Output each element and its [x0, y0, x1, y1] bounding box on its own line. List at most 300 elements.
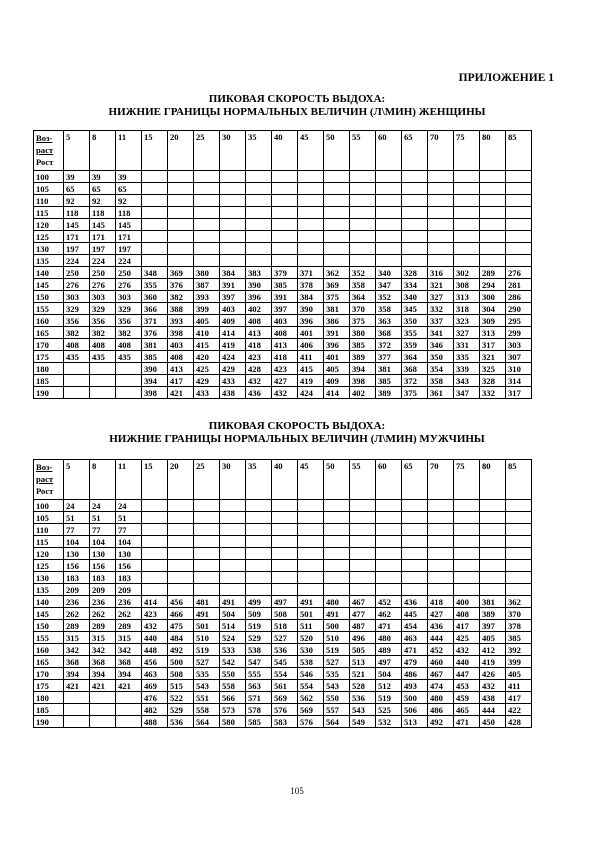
- value-cell: 467: [350, 596, 376, 608]
- value-cell: 382: [116, 327, 142, 339]
- value-cell: 511: [298, 620, 324, 632]
- value-cell: [272, 255, 298, 267]
- value-cell: 370: [350, 303, 376, 315]
- value-cell: 328: [402, 267, 428, 279]
- value-cell: [428, 243, 454, 255]
- value-cell: [454, 171, 480, 183]
- height-cell: 135: [34, 255, 64, 267]
- value-cell: [142, 512, 168, 524]
- value-cell: [298, 195, 324, 207]
- value-cell: [194, 500, 220, 512]
- height-cell: 140: [34, 596, 64, 608]
- value-cell: 474: [428, 680, 454, 692]
- value-cell: 509: [246, 608, 272, 620]
- value-cell: [506, 243, 532, 255]
- value-cell: 118: [64, 207, 90, 219]
- age-header-cell: 15: [142, 460, 168, 500]
- height-cell: 165: [34, 327, 64, 339]
- page-number: 105: [290, 786, 304, 796]
- value-cell: [480, 524, 506, 536]
- age-header-cell: 8: [90, 460, 116, 500]
- value-cell: [506, 512, 532, 524]
- value-cell: 381: [324, 303, 350, 315]
- value-cell: 183: [64, 572, 90, 584]
- value-cell: 436: [428, 620, 454, 632]
- value-cell: 456: [142, 656, 168, 668]
- value-cell: 563: [246, 680, 272, 692]
- value-cell: [272, 560, 298, 572]
- value-cell: 555: [246, 668, 272, 680]
- table-row: [34, 584, 532, 596]
- value-cell: 393: [194, 291, 220, 303]
- value-cell: [246, 255, 272, 267]
- value-cell: 487: [350, 620, 376, 632]
- value-cell: [506, 207, 532, 219]
- value-cell: 328: [480, 375, 506, 387]
- value-cell: 388: [168, 303, 194, 315]
- men-peak-flow-table: [33, 459, 532, 728]
- value-cell: 405: [506, 668, 532, 680]
- value-cell: [220, 560, 246, 572]
- value-cell: 358: [350, 279, 376, 291]
- value-cell: 469: [142, 680, 168, 692]
- value-cell: 414: [220, 327, 246, 339]
- height-cell: 175: [34, 351, 64, 363]
- value-cell: [480, 219, 506, 231]
- value-cell: 419: [298, 375, 324, 387]
- value-cell: [298, 171, 324, 183]
- value-cell: [168, 524, 194, 536]
- age-header-cell: 25: [194, 460, 220, 500]
- value-cell: 303: [506, 339, 532, 351]
- value-cell: 224: [90, 255, 116, 267]
- value-cell: [194, 171, 220, 183]
- value-cell: 515: [168, 680, 194, 692]
- value-cell: [272, 231, 298, 243]
- value-cell: 413: [272, 339, 298, 351]
- value-cell: [376, 512, 402, 524]
- value-cell: 530: [298, 644, 324, 656]
- value-cell: 390: [298, 303, 324, 315]
- value-cell: [428, 584, 454, 596]
- value-cell: [402, 560, 428, 572]
- value-cell: 435: [116, 351, 142, 363]
- height-cell: 110: [34, 195, 64, 207]
- value-cell: 236: [90, 596, 116, 608]
- value-cell: [220, 243, 246, 255]
- value-cell: 378: [298, 279, 324, 291]
- value-cell: [402, 243, 428, 255]
- value-cell: [116, 363, 142, 375]
- appendix-label: ПРИЛОЖЕНИЕ 1: [458, 72, 554, 84]
- value-cell: [350, 171, 376, 183]
- value-cell: [350, 243, 376, 255]
- value-cell: 521: [350, 668, 376, 680]
- value-cell: 250: [116, 267, 142, 279]
- value-cell: 571: [246, 692, 272, 704]
- value-cell: 462: [376, 608, 402, 620]
- value-cell: [376, 548, 402, 560]
- value-cell: [428, 255, 454, 267]
- value-cell: 424: [298, 387, 324, 399]
- value-cell: 444: [428, 632, 454, 644]
- table-row: [34, 692, 532, 704]
- value-cell: 368: [116, 656, 142, 668]
- value-cell: 417: [454, 620, 480, 632]
- value-cell: [324, 255, 350, 267]
- value-cell: 566: [220, 692, 246, 704]
- value-cell: 421: [168, 387, 194, 399]
- value-cell: 316: [428, 267, 454, 279]
- value-cell: 513: [402, 716, 428, 728]
- value-cell: [480, 207, 506, 219]
- value-cell: 391: [272, 291, 298, 303]
- value-cell: 533: [220, 644, 246, 656]
- value-cell: 337: [428, 315, 454, 327]
- value-cell: [480, 183, 506, 195]
- value-cell: [194, 524, 220, 536]
- value-cell: 276: [64, 279, 90, 291]
- value-cell: [168, 536, 194, 548]
- value-cell: [454, 512, 480, 524]
- value-cell: 295: [506, 315, 532, 327]
- value-cell: 420: [194, 351, 220, 363]
- value-cell: 493: [402, 680, 428, 692]
- value-cell: 546: [298, 668, 324, 680]
- value-cell: 356: [116, 315, 142, 327]
- value-cell: [350, 512, 376, 524]
- value-cell: 389: [350, 351, 376, 363]
- value-cell: 354: [428, 363, 454, 375]
- value-cell: [428, 171, 454, 183]
- value-cell: [246, 219, 272, 231]
- value-cell: [350, 183, 376, 195]
- value-cell: 171: [116, 231, 142, 243]
- value-cell: 547: [246, 656, 272, 668]
- age-header-cell: 5: [64, 131, 90, 171]
- value-cell: 39: [64, 171, 90, 183]
- value-cell: 385: [272, 279, 298, 291]
- value-cell: [220, 548, 246, 560]
- value-cell: 499: [246, 596, 272, 608]
- value-cell: 360: [142, 291, 168, 303]
- height-cell: 140: [34, 267, 64, 279]
- value-cell: [480, 536, 506, 548]
- value-cell: 92: [90, 195, 116, 207]
- value-cell: 379: [272, 267, 298, 279]
- value-cell: 118: [90, 207, 116, 219]
- value-cell: 549: [350, 716, 376, 728]
- value-cell: [480, 243, 506, 255]
- value-cell: [272, 572, 298, 584]
- value-cell: [506, 560, 532, 572]
- value-cell: [194, 231, 220, 243]
- value-cell: 375: [324, 291, 350, 303]
- value-cell: 394: [350, 363, 376, 375]
- table-row: [34, 183, 532, 195]
- age-header-cell: 20: [168, 131, 194, 171]
- value-cell: 347: [376, 279, 402, 291]
- value-cell: 423: [272, 363, 298, 375]
- value-cell: 24: [116, 500, 142, 512]
- value-cell: 481: [194, 596, 220, 608]
- value-cell: [402, 195, 428, 207]
- corner-cell: [34, 131, 64, 171]
- value-cell: 350: [402, 315, 428, 327]
- value-cell: [168, 231, 194, 243]
- value-cell: [324, 584, 350, 596]
- value-cell: [194, 536, 220, 548]
- value-cell: 368: [402, 363, 428, 375]
- value-cell: [298, 207, 324, 219]
- value-cell: [194, 512, 220, 524]
- age-header-cell: 35: [246, 460, 272, 500]
- value-cell: [376, 171, 402, 183]
- value-cell: 39: [116, 171, 142, 183]
- value-cell: 209: [90, 584, 116, 596]
- value-cell: 409: [324, 375, 350, 387]
- value-cell: [506, 255, 532, 267]
- value-cell: 438: [480, 692, 506, 704]
- value-cell: 414: [324, 387, 350, 399]
- value-cell: 536: [168, 716, 194, 728]
- value-cell: [246, 207, 272, 219]
- corner-label: раст: [36, 474, 54, 484]
- value-cell: 524: [220, 632, 246, 644]
- value-cell: 426: [480, 668, 506, 680]
- value-cell: 573: [220, 704, 246, 716]
- value-cell: 479: [402, 656, 428, 668]
- value-cell: 51: [116, 512, 142, 524]
- table-row: [34, 231, 532, 243]
- value-cell: 289: [90, 620, 116, 632]
- value-cell: 425: [454, 632, 480, 644]
- table-row: [34, 620, 532, 632]
- value-cell: [402, 183, 428, 195]
- value-cell: 417: [168, 375, 194, 387]
- value-cell: [90, 704, 116, 716]
- corner-label: Рост: [36, 486, 54, 496]
- value-cell: 401: [324, 351, 350, 363]
- value-cell: 527: [272, 632, 298, 644]
- value-cell: [506, 584, 532, 596]
- value-cell: 77: [116, 524, 142, 536]
- age-header-cell: 55: [350, 460, 376, 500]
- value-cell: 156: [64, 560, 90, 572]
- value-cell: 396: [324, 339, 350, 351]
- value-cell: [324, 171, 350, 183]
- value-cell: [272, 243, 298, 255]
- value-cell: [402, 512, 428, 524]
- age-header-cell: 40: [272, 131, 298, 171]
- value-cell: 489: [376, 644, 402, 656]
- value-cell: 387: [194, 279, 220, 291]
- value-cell: [428, 195, 454, 207]
- value-cell: [64, 692, 90, 704]
- value-cell: 314: [506, 375, 532, 387]
- age-header-cell: 80: [480, 131, 506, 171]
- age-header-cell: 65: [402, 131, 428, 171]
- value-cell: 331: [454, 339, 480, 351]
- value-cell: [168, 255, 194, 267]
- value-cell: 529: [168, 704, 194, 716]
- value-cell: 519: [246, 620, 272, 632]
- value-cell: 414: [142, 596, 168, 608]
- value-cell: 408: [64, 339, 90, 351]
- value-cell: [220, 524, 246, 536]
- value-cell: [298, 548, 324, 560]
- value-cell: [116, 375, 142, 387]
- value-cell: 491: [324, 608, 350, 620]
- value-cell: [168, 243, 194, 255]
- value-cell: [402, 524, 428, 536]
- value-cell: [506, 548, 532, 560]
- value-cell: [168, 560, 194, 572]
- value-cell: 327: [454, 327, 480, 339]
- value-cell: 118: [116, 207, 142, 219]
- value-cell: 197: [64, 243, 90, 255]
- value-cell: [454, 207, 480, 219]
- height-cell: 130: [34, 572, 64, 584]
- value-cell: 307: [506, 351, 532, 363]
- value-cell: 535: [194, 668, 220, 680]
- value-cell: 368: [90, 656, 116, 668]
- value-cell: [194, 183, 220, 195]
- value-cell: 382: [90, 327, 116, 339]
- value-cell: 356: [64, 315, 90, 327]
- age-header-cell: 8: [90, 131, 116, 171]
- value-cell: 424: [220, 351, 246, 363]
- value-cell: 183: [90, 572, 116, 584]
- value-cell: [168, 195, 194, 207]
- value-cell: 358: [376, 303, 402, 315]
- value-cell: 323: [454, 315, 480, 327]
- value-cell: [402, 171, 428, 183]
- value-cell: [90, 363, 116, 375]
- value-cell: [298, 512, 324, 524]
- age-header-cell: 30: [220, 460, 246, 500]
- value-cell: [324, 512, 350, 524]
- heading-line-2: НИЖНИЕ ГРАНИЦЫ НОРМАЛЬНЫХ ВЕЛИЧИН (Л\МИН) ЖЕНЩИНЫ: [108, 106, 486, 118]
- value-cell: 130: [116, 548, 142, 560]
- value-cell: 471: [402, 644, 428, 656]
- table-row: [34, 363, 532, 375]
- value-cell: 335: [454, 351, 480, 363]
- value-cell: 562: [298, 692, 324, 704]
- value-cell: 224: [116, 255, 142, 267]
- value-cell: 417: [506, 692, 532, 704]
- value-cell: 340: [376, 267, 402, 279]
- value-cell: 432: [454, 644, 480, 656]
- value-cell: [194, 255, 220, 267]
- value-cell: 303: [64, 291, 90, 303]
- value-cell: 491: [194, 608, 220, 620]
- value-cell: 364: [350, 291, 376, 303]
- corner-cell: [34, 460, 64, 500]
- table-row: [34, 644, 532, 656]
- value-cell: 427: [428, 608, 454, 620]
- value-cell: 394: [116, 668, 142, 680]
- value-cell: [454, 572, 480, 584]
- value-cell: [298, 560, 324, 572]
- table-row: [34, 536, 532, 548]
- value-cell: [64, 716, 90, 728]
- value-cell: [376, 584, 402, 596]
- value-cell: 65: [116, 183, 142, 195]
- value-cell: 433: [220, 375, 246, 387]
- value-cell: [194, 548, 220, 560]
- value-cell: [168, 183, 194, 195]
- table-row: [34, 668, 532, 680]
- value-cell: 375: [350, 315, 376, 327]
- value-cell: 65: [90, 183, 116, 195]
- value-cell: [350, 255, 376, 267]
- value-cell: 444: [480, 704, 506, 716]
- value-cell: 532: [376, 716, 402, 728]
- value-cell: 394: [90, 668, 116, 680]
- value-cell: 482: [142, 704, 168, 716]
- value-cell: 453: [454, 680, 480, 692]
- value-cell: 436: [246, 387, 272, 399]
- value-cell: [480, 512, 506, 524]
- value-cell: 538: [246, 644, 272, 656]
- value-cell: [64, 375, 90, 387]
- value-cell: 24: [90, 500, 116, 512]
- value-cell: 512: [376, 680, 402, 692]
- value-cell: 343: [454, 375, 480, 387]
- value-cell: 303: [116, 291, 142, 303]
- value-cell: [220, 231, 246, 243]
- value-cell: 350: [428, 351, 454, 363]
- value-cell: 408: [272, 327, 298, 339]
- value-cell: 508: [168, 668, 194, 680]
- value-cell: [246, 512, 272, 524]
- value-cell: 346: [428, 339, 454, 351]
- table-row: [34, 608, 532, 620]
- value-cell: 376: [142, 327, 168, 339]
- height-cell: 110: [34, 524, 64, 536]
- value-cell: [402, 500, 428, 512]
- value-cell: 391: [220, 279, 246, 291]
- value-cell: 405: [194, 315, 220, 327]
- value-cell: 302: [454, 267, 480, 279]
- age-header-cell: 5: [64, 460, 90, 500]
- value-cell: 527: [324, 656, 350, 668]
- value-cell: 209: [64, 584, 90, 596]
- value-cell: 289: [116, 620, 142, 632]
- value-cell: 51: [90, 512, 116, 524]
- value-cell: [220, 512, 246, 524]
- value-cell: 39: [90, 171, 116, 183]
- value-cell: 508: [272, 608, 298, 620]
- value-cell: 535: [324, 668, 350, 680]
- value-cell: 315: [64, 632, 90, 644]
- value-cell: 435: [64, 351, 90, 363]
- height-cell: 115: [34, 207, 64, 219]
- value-cell: [506, 500, 532, 512]
- value-cell: [350, 207, 376, 219]
- table-row: [34, 704, 532, 716]
- value-cell: [428, 572, 454, 584]
- table-row: [34, 387, 532, 399]
- value-cell: [402, 572, 428, 584]
- value-cell: 418: [272, 351, 298, 363]
- value-cell: [272, 524, 298, 536]
- height-cell: 155: [34, 303, 64, 315]
- heading-line-2: НИЖНИЕ ГРАНИЦЫ НОРМАЛЬНЫХ ВЕЛИЧИН (Л\МИН) МУЖЧИНЫ: [109, 433, 485, 445]
- value-cell: [506, 195, 532, 207]
- value-cell: [402, 219, 428, 231]
